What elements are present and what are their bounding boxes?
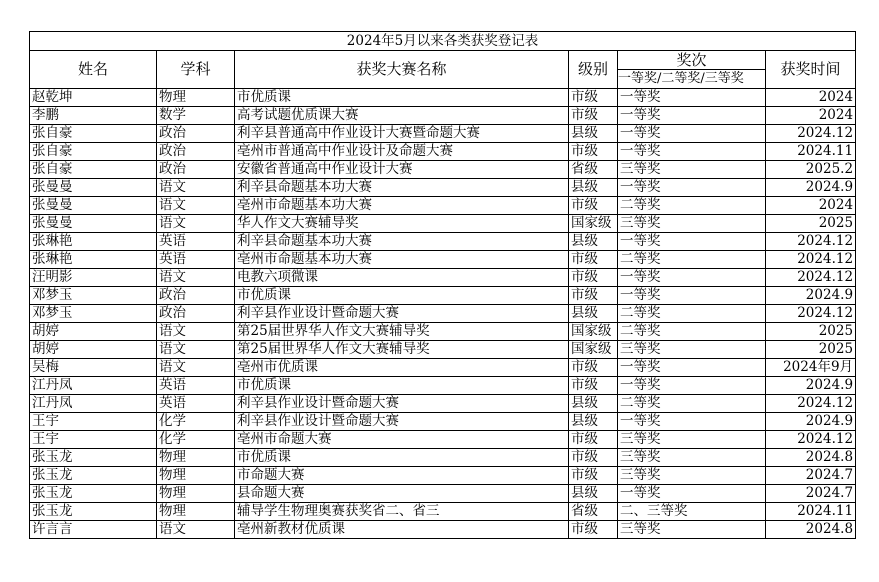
cell-time: 2024.12 xyxy=(766,233,856,251)
cell-name: 王宇 xyxy=(30,413,157,431)
cell-level: 省级 xyxy=(569,161,618,179)
cell-name: 江丹凤 xyxy=(30,395,157,413)
cell-contest: 利辛县普通高中作业设计大赛暨命题大赛 xyxy=(235,125,569,143)
cell-contest: 亳州新教材优质课 xyxy=(235,521,569,539)
cell-level: 市级 xyxy=(569,107,618,125)
cell-name: 江丹凤 xyxy=(30,377,157,395)
cell-time: 2024.7 xyxy=(766,467,856,485)
cell-level: 市级 xyxy=(569,89,618,107)
cell-contest: 市优质课 xyxy=(235,449,569,467)
cell-name: 胡婷 xyxy=(30,341,157,359)
cell-name: 邓梦玉 xyxy=(30,305,157,323)
cell-award: 二等奖 xyxy=(618,395,766,413)
cell-time: 2025 xyxy=(766,341,856,359)
cell-subject: 化学 xyxy=(157,413,235,431)
cell-time: 2025.2 xyxy=(766,161,856,179)
cell-time: 2024.11 xyxy=(766,143,856,161)
cell-contest: 市优质课 xyxy=(235,287,569,305)
table-row xyxy=(30,107,856,125)
cell-subject: 英语 xyxy=(157,251,235,269)
header-contest: 获奖大赛名称 xyxy=(235,51,569,89)
cell-subject: 物理 xyxy=(157,485,235,503)
cell-level: 县级 xyxy=(569,305,618,323)
cell-contest: 辅导学生物理奥赛获奖省二、省三 xyxy=(235,503,569,521)
cell-time: 2024.9 xyxy=(766,179,856,197)
cell-contest: 华人作文大赛辅导奖 xyxy=(235,215,569,233)
cell-name: 赵乾坤 xyxy=(30,89,157,107)
cell-award: 三等奖 xyxy=(618,161,766,179)
cell-subject: 语文 xyxy=(157,179,235,197)
cell-award: 二、三等奖 xyxy=(618,503,766,521)
cell-name: 汪明影 xyxy=(30,269,157,287)
table-row xyxy=(30,377,856,395)
cell-name: 张自豪 xyxy=(30,125,157,143)
table-row xyxy=(30,161,856,179)
cell-contest: 亳州市命题基本功大赛 xyxy=(235,197,569,215)
cell-level: 市级 xyxy=(569,431,618,449)
cell-award: 一等奖 xyxy=(618,269,766,287)
table-row xyxy=(30,341,856,359)
cell-time: 2024.12 xyxy=(766,431,856,449)
header-time: 获奖时间 xyxy=(766,51,856,89)
header-award-subtitle: 一等奖/二等奖/三等奖 xyxy=(618,69,765,88)
cell-award: 二等奖 xyxy=(618,251,766,269)
cell-time: 2024 xyxy=(766,197,856,215)
table-body xyxy=(30,89,856,539)
cell-level: 市级 xyxy=(569,467,618,485)
cell-level: 省级 xyxy=(569,503,618,521)
table-row xyxy=(30,413,856,431)
cell-time: 2024.12 xyxy=(766,269,856,287)
cell-name: 张琳艳 xyxy=(30,251,157,269)
cell-award: 一等奖 xyxy=(618,125,766,143)
cell-subject: 语文 xyxy=(157,215,235,233)
cell-award: 三等奖 xyxy=(618,341,766,359)
cell-award: 一等奖 xyxy=(618,413,766,431)
cell-subject: 英语 xyxy=(157,395,235,413)
cell-subject: 语文 xyxy=(157,359,235,377)
cell-award: 一等奖 xyxy=(618,287,766,305)
cell-subject: 政治 xyxy=(157,143,235,161)
cell-name: 张玉龙 xyxy=(30,485,157,503)
cell-award: 三等奖 xyxy=(618,431,766,449)
cell-subject: 英语 xyxy=(157,233,235,251)
cell-level: 国家级 xyxy=(569,341,618,359)
cell-level: 市级 xyxy=(569,143,618,161)
cell-name: 张琳艳 xyxy=(30,233,157,251)
cell-contest: 市命题大赛 xyxy=(235,467,569,485)
cell-contest: 市优质课 xyxy=(235,89,569,107)
table-row xyxy=(30,503,856,521)
cell-subject: 物理 xyxy=(157,89,235,107)
cell-contest: 利辛县作业设计暨命题大赛 xyxy=(235,305,569,323)
header-award-label: 奖次 xyxy=(676,51,707,69)
cell-contest: 高考试题优质课大赛 xyxy=(235,107,569,125)
cell-award: 三等奖 xyxy=(618,521,766,539)
cell-time: 2024.9 xyxy=(766,377,856,395)
cell-subject: 物理 xyxy=(157,449,235,467)
cell-level: 市级 xyxy=(569,287,618,305)
header-subject: 学科 xyxy=(157,51,235,89)
cell-time: 2024.7 xyxy=(766,485,856,503)
cell-level: 市级 xyxy=(569,521,618,539)
table-row xyxy=(30,125,856,143)
cell-contest: 第25届世界华人作文大赛辅导奖 xyxy=(235,341,569,359)
cell-level: 县级 xyxy=(569,395,618,413)
cell-subject: 政治 xyxy=(157,161,235,179)
cell-time: 2024 xyxy=(766,89,856,107)
cell-level: 市级 xyxy=(569,251,618,269)
table-row xyxy=(30,269,856,287)
cell-time: 2024.9 xyxy=(766,287,856,305)
cell-contest: 亳州市普通高中作业设计及命题大赛 xyxy=(235,143,569,161)
cell-award: 三等奖 xyxy=(618,467,766,485)
cell-time: 2024.12 xyxy=(766,251,856,269)
header-award xyxy=(618,51,766,89)
table-row xyxy=(30,449,856,467)
table-row xyxy=(30,323,856,341)
cell-subject: 数学 xyxy=(157,107,235,125)
cell-award: 二等奖 xyxy=(618,305,766,323)
cell-name: 张玉龙 xyxy=(30,467,157,485)
cell-level: 市级 xyxy=(569,269,618,287)
cell-time: 2025 xyxy=(766,215,856,233)
table-row xyxy=(30,89,856,107)
cell-time: 2025 xyxy=(766,323,856,341)
cell-subject: 政治 xyxy=(157,287,235,305)
cell-subject: 语文 xyxy=(157,341,235,359)
table-row xyxy=(30,179,856,197)
table-row xyxy=(30,287,856,305)
cell-award: 二等奖 xyxy=(618,323,766,341)
cell-contest: 利辛县命题基本功大赛 xyxy=(235,233,569,251)
cell-name: 张自豪 xyxy=(30,161,157,179)
cell-level: 市级 xyxy=(569,377,618,395)
cell-name: 吴梅 xyxy=(30,359,157,377)
cell-subject: 政治 xyxy=(157,305,235,323)
table-row xyxy=(30,233,856,251)
award-registration-table xyxy=(29,31,856,539)
cell-name: 张曼曼 xyxy=(30,197,157,215)
table-row xyxy=(30,305,856,323)
cell-contest: 利辛县作业设计暨命题大赛 xyxy=(235,413,569,431)
cell-subject: 物理 xyxy=(157,467,235,485)
cell-contest: 电教六项微课 xyxy=(235,269,569,287)
table-row xyxy=(30,359,856,377)
cell-contest: 安徽省普通高中作业设计大赛 xyxy=(235,161,569,179)
cell-contest: 亳州市命题大赛 xyxy=(235,431,569,449)
cell-time: 2024.8 xyxy=(766,449,856,467)
cell-award: 一等奖 xyxy=(618,233,766,251)
cell-name: 张曼曼 xyxy=(30,215,157,233)
cell-award: 一等奖 xyxy=(618,359,766,377)
cell-time: 2024.12 xyxy=(766,395,856,413)
table-title: 2024年5月以来各类获奖登记表 xyxy=(30,32,856,51)
table-row xyxy=(30,467,856,485)
table-row xyxy=(30,485,856,503)
cell-name: 许言言 xyxy=(30,521,157,539)
cell-time: 2024.11 xyxy=(766,503,856,521)
cell-subject: 英语 xyxy=(157,377,235,395)
cell-level: 市级 xyxy=(569,359,618,377)
cell-award: 二等奖 xyxy=(618,197,766,215)
cell-contest: 市优质课 xyxy=(235,377,569,395)
cell-time: 2024年9月 xyxy=(766,359,856,377)
cell-name: 胡婷 xyxy=(30,323,157,341)
cell-level: 县级 xyxy=(569,125,618,143)
cell-level: 县级 xyxy=(569,233,618,251)
cell-level: 县级 xyxy=(569,179,618,197)
cell-subject: 化学 xyxy=(157,431,235,449)
cell-level: 国家级 xyxy=(569,215,618,233)
cell-award: 一等奖 xyxy=(618,143,766,161)
cell-name: 张自豪 xyxy=(30,143,157,161)
table-row xyxy=(30,395,856,413)
cell-contest: 县命题大赛 xyxy=(235,485,569,503)
cell-award: 三等奖 xyxy=(618,449,766,467)
cell-level: 市级 xyxy=(569,197,618,215)
header-level: 级别 xyxy=(569,51,618,89)
cell-award: 一等奖 xyxy=(618,89,766,107)
cell-award: 一等奖 xyxy=(618,485,766,503)
table-row xyxy=(30,215,856,233)
cell-subject: 语文 xyxy=(157,197,235,215)
cell-subject: 政治 xyxy=(157,125,235,143)
cell-level: 县级 xyxy=(569,485,618,503)
cell-contest: 亳州市命题基本功大赛 xyxy=(235,251,569,269)
cell-subject: 物理 xyxy=(157,503,235,521)
cell-contest: 利辛县命题基本功大赛 xyxy=(235,179,569,197)
cell-time: 2024.9 xyxy=(766,413,856,431)
cell-contest: 亳州市优质课 xyxy=(235,359,569,377)
cell-name: 王宇 xyxy=(30,431,157,449)
table-row xyxy=(30,143,856,161)
cell-time: 2024 xyxy=(766,107,856,125)
cell-contest: 利辛县作业设计暨命题大赛 xyxy=(235,395,569,413)
cell-time: 2024.12 xyxy=(766,305,856,323)
cell-time: 2024.8 xyxy=(766,521,856,539)
cell-award: 一等奖 xyxy=(618,179,766,197)
cell-time: 2024.12 xyxy=(766,125,856,143)
table-row xyxy=(30,197,856,215)
cell-name: 张曼曼 xyxy=(30,179,157,197)
cell-subject: 语文 xyxy=(157,269,235,287)
cell-level: 市级 xyxy=(569,449,618,467)
table-row xyxy=(30,431,856,449)
table-row xyxy=(30,251,856,269)
cell-award: 一等奖 xyxy=(618,107,766,125)
cell-award: 一等奖 xyxy=(618,377,766,395)
cell-level: 县级 xyxy=(569,413,618,431)
cell-subject: 语文 xyxy=(157,323,235,341)
cell-name: 李鹏 xyxy=(30,107,157,125)
cell-name: 邓梦玉 xyxy=(30,287,157,305)
cell-name: 张玉龙 xyxy=(30,503,157,521)
cell-level: 国家级 xyxy=(569,323,618,341)
cell-award: 三等奖 xyxy=(618,215,766,233)
header-name: 姓名 xyxy=(30,51,157,89)
cell-name: 张玉龙 xyxy=(30,449,157,467)
cell-subject: 语文 xyxy=(157,521,235,539)
cell-contest: 第25届世界华人作文大赛辅导奖 xyxy=(235,323,569,341)
table-row xyxy=(30,521,856,539)
